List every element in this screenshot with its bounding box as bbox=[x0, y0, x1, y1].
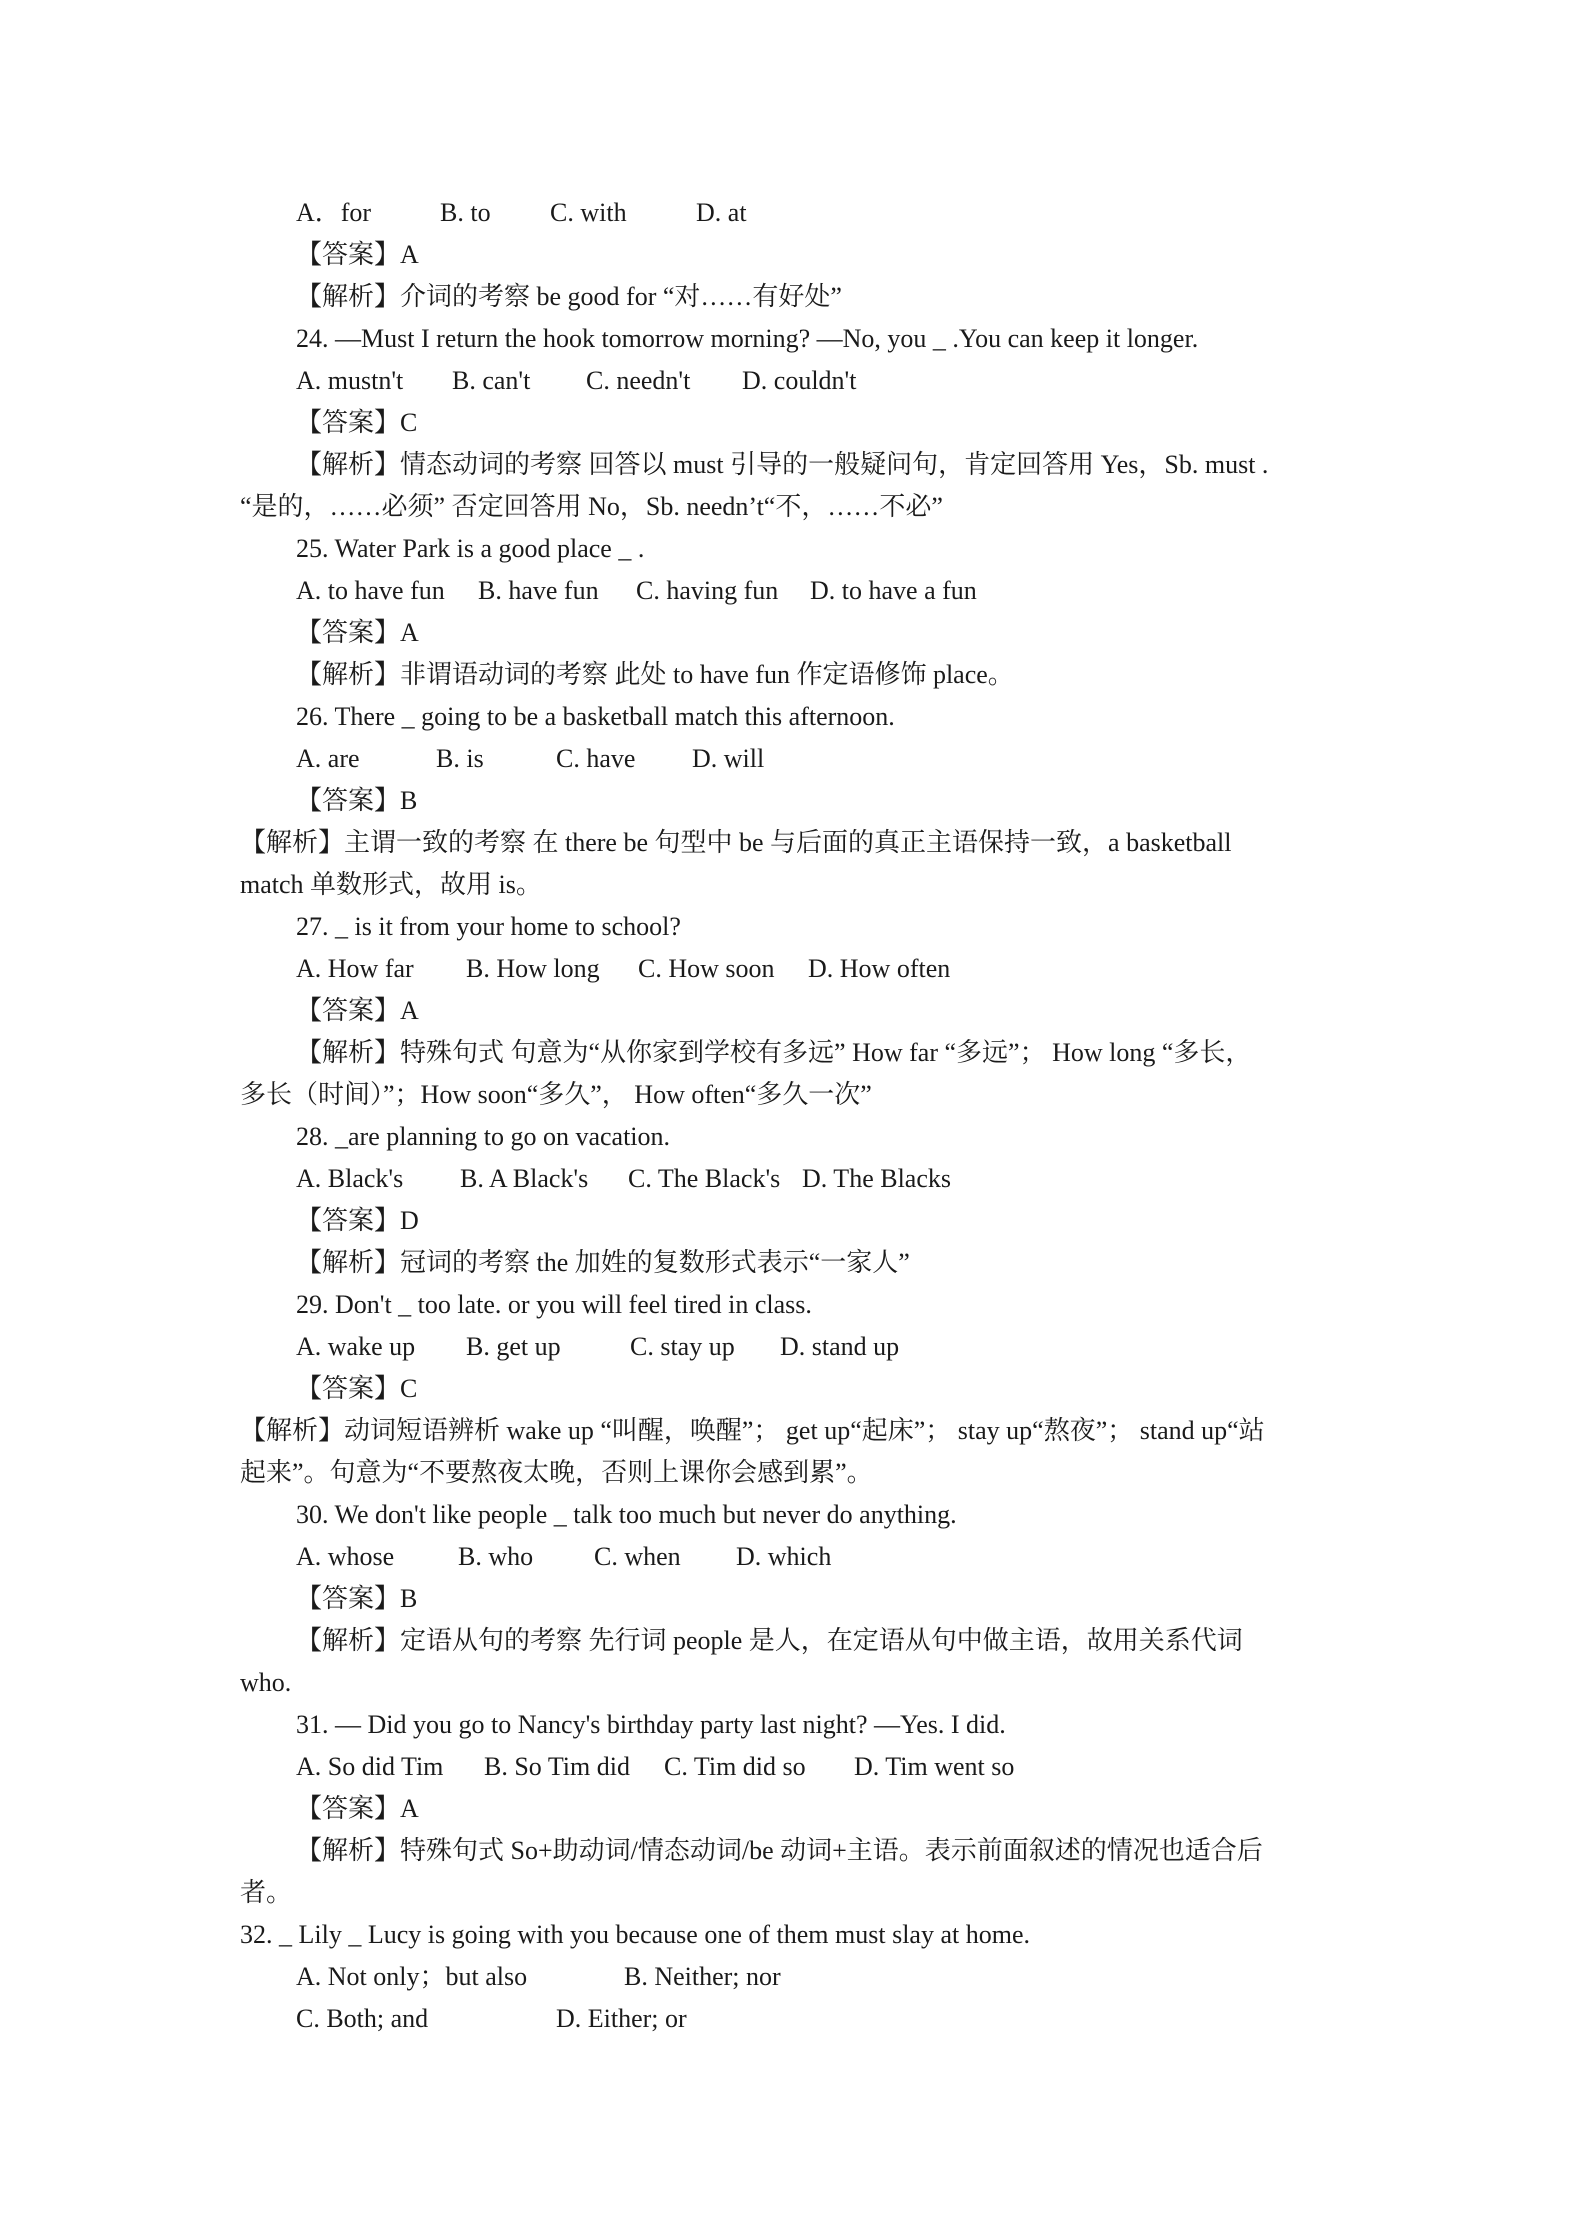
answer-line: 【答案】A bbox=[296, 618, 419, 647]
analysis-continuation: 多长（时间）”；How soon“多久”， How often“多久一次” bbox=[240, 1080, 872, 1109]
analysis-continuation: 起来”。句意为“不要熬夜太晚，否则上课你会感到累”。 bbox=[240, 1458, 873, 1487]
answer-line: 【答案】C bbox=[296, 1374, 418, 1403]
analysis-line: 【解析】特殊句式 句意为“从你家到学校有多远” How far “多远”； How long “多长， bbox=[296, 1038, 1252, 1067]
option: B. is bbox=[436, 744, 484, 773]
answer-line: 【答案】A bbox=[296, 1794, 419, 1823]
options-row bbox=[296, 742, 1406, 776]
analysis-continuation: match 单数形式，故用 is。 bbox=[240, 870, 542, 899]
option: D. stand up bbox=[780, 1332, 900, 1361]
options-row bbox=[296, 574, 1406, 608]
option: A. How far bbox=[296, 954, 414, 983]
option: D. Tim went so bbox=[854, 1752, 1015, 1781]
option: B. A Black's bbox=[460, 1164, 589, 1193]
options-row bbox=[296, 1960, 1406, 1994]
analysis-line: 【解析】动词短语辨析 wake up “叫醒，唤醒”； get up“起床”； stay up“熬夜”； stand up“站 bbox=[240, 1416, 1265, 1445]
analysis-line: 【解析】非谓语动词的考察 此处 to have fun 作定语修饰 place。 bbox=[296, 660, 1014, 689]
options-row bbox=[296, 2002, 1406, 2036]
options-row bbox=[296, 1330, 1406, 1364]
option: C. with bbox=[550, 198, 627, 227]
option: C. have bbox=[556, 744, 636, 773]
analysis-line: 【解析】情态动词的考察 回答以 must 引导的一般疑问句，肯定回答用 Yes，Sb. must . bbox=[296, 450, 1269, 479]
option: C. when bbox=[594, 1542, 681, 1571]
question-line: 26. There _ going to be a basketball match this afternoon. bbox=[296, 702, 895, 731]
analysis-continuation: 者。 bbox=[240, 1878, 293, 1907]
option: C. How soon bbox=[638, 954, 775, 983]
question-line: 28. _are planning to go on vacation. bbox=[296, 1122, 671, 1151]
option: B. can't bbox=[452, 366, 531, 395]
option: D. will bbox=[692, 744, 765, 773]
option: B. get up bbox=[466, 1332, 561, 1361]
question-line: 32. _ Lily _ Lucy is going with you because one of them must slay at home. bbox=[240, 1920, 1030, 1949]
answer-line: 【答案】D bbox=[296, 1206, 419, 1235]
option: D. at bbox=[696, 198, 747, 227]
options-row bbox=[296, 1540, 1406, 1574]
option: C. needn't bbox=[586, 366, 691, 395]
options-row bbox=[296, 1750, 1406, 1784]
option: A. whose bbox=[296, 1542, 395, 1571]
analysis-line: 【解析】主谓一致的考察 在 there be 句型中 be 与后面的真正主语保持一致，a basketball bbox=[240, 828, 1232, 857]
analysis-line: 【解析】特殊句式 So+助动词/情态动词/be 动词+主语。表示前面叙述的情况也适合后 bbox=[296, 1836, 1263, 1865]
option: B. to bbox=[440, 198, 491, 227]
question-line: 24. —Must I return the hook tomorrow morning? —No, you _ .You can keep it longer. bbox=[296, 324, 1199, 353]
option: C. stay up bbox=[630, 1332, 735, 1361]
answer-line: 【答案】C bbox=[296, 408, 418, 437]
option: D. which bbox=[736, 1542, 832, 1571]
options-row bbox=[296, 364, 1406, 398]
option: A. are bbox=[296, 744, 360, 773]
question-line: 29. Don't _ too late. or you will feel tired in class. bbox=[296, 1290, 812, 1319]
option: B. have fun bbox=[478, 576, 599, 605]
option: A. wake up bbox=[296, 1332, 416, 1361]
analysis-continuation: who. bbox=[240, 1668, 292, 1697]
option: A. Black's bbox=[296, 1164, 404, 1193]
option: D. The Blacks bbox=[802, 1164, 951, 1193]
options-row bbox=[296, 952, 1406, 986]
option: D. couldn't bbox=[742, 366, 857, 395]
analysis-continuation: “是的，……必须” 否定回答用 No，Sb. needn’t“不，……不必” bbox=[240, 492, 943, 521]
option: C. The Black's bbox=[628, 1164, 781, 1193]
option: A. mustn't bbox=[296, 366, 404, 395]
option: C. Both; and bbox=[296, 2004, 429, 2033]
option: A. to have fun bbox=[296, 576, 445, 605]
answer-line: 【答案】B bbox=[296, 1584, 418, 1613]
analysis-line: 【解析】介词的考察 be good for “对……有好处” bbox=[296, 282, 842, 311]
option: D. to have a fun bbox=[810, 576, 977, 605]
question-line: 25. Water Park is a good place _ . bbox=[296, 534, 645, 563]
option: A. So did Tim bbox=[296, 1752, 444, 1781]
option: A. Not only；but also bbox=[296, 1962, 528, 1991]
option: C. Tim did so bbox=[664, 1752, 806, 1781]
answer-line: 【答案】A bbox=[296, 996, 419, 1025]
option: C. having fun bbox=[636, 576, 779, 605]
options-row bbox=[296, 1162, 1406, 1196]
option: B. who bbox=[458, 1542, 534, 1571]
option: A．for bbox=[296, 198, 372, 227]
question-line: 27. _ is it from your home to school? bbox=[296, 912, 681, 941]
options-row bbox=[296, 196, 1406, 230]
option: B. Neither; nor bbox=[624, 1962, 781, 1991]
question-line: 31. — Did you go to Nancy's birthday party last night? —Yes. I did. bbox=[296, 1710, 1006, 1739]
answer-line: 【答案】A bbox=[296, 240, 419, 269]
option: B. So Tim did bbox=[484, 1752, 630, 1781]
answer-line: 【答案】B bbox=[296, 786, 418, 815]
analysis-line: 【解析】冠词的考察 the 加姓的复数形式表示“一家人” bbox=[296, 1248, 910, 1277]
option: D. How often bbox=[808, 954, 951, 983]
option: B. How long bbox=[466, 954, 600, 983]
option: D. Either; or bbox=[556, 2004, 687, 2033]
analysis-line: 【解析】定语从句的考察 先行词 people 是人，在定语从句中做主语，故用关系代词 bbox=[296, 1626, 1243, 1655]
question-line: 30. We don't like people _ talk too much but never do anything. bbox=[296, 1500, 957, 1529]
